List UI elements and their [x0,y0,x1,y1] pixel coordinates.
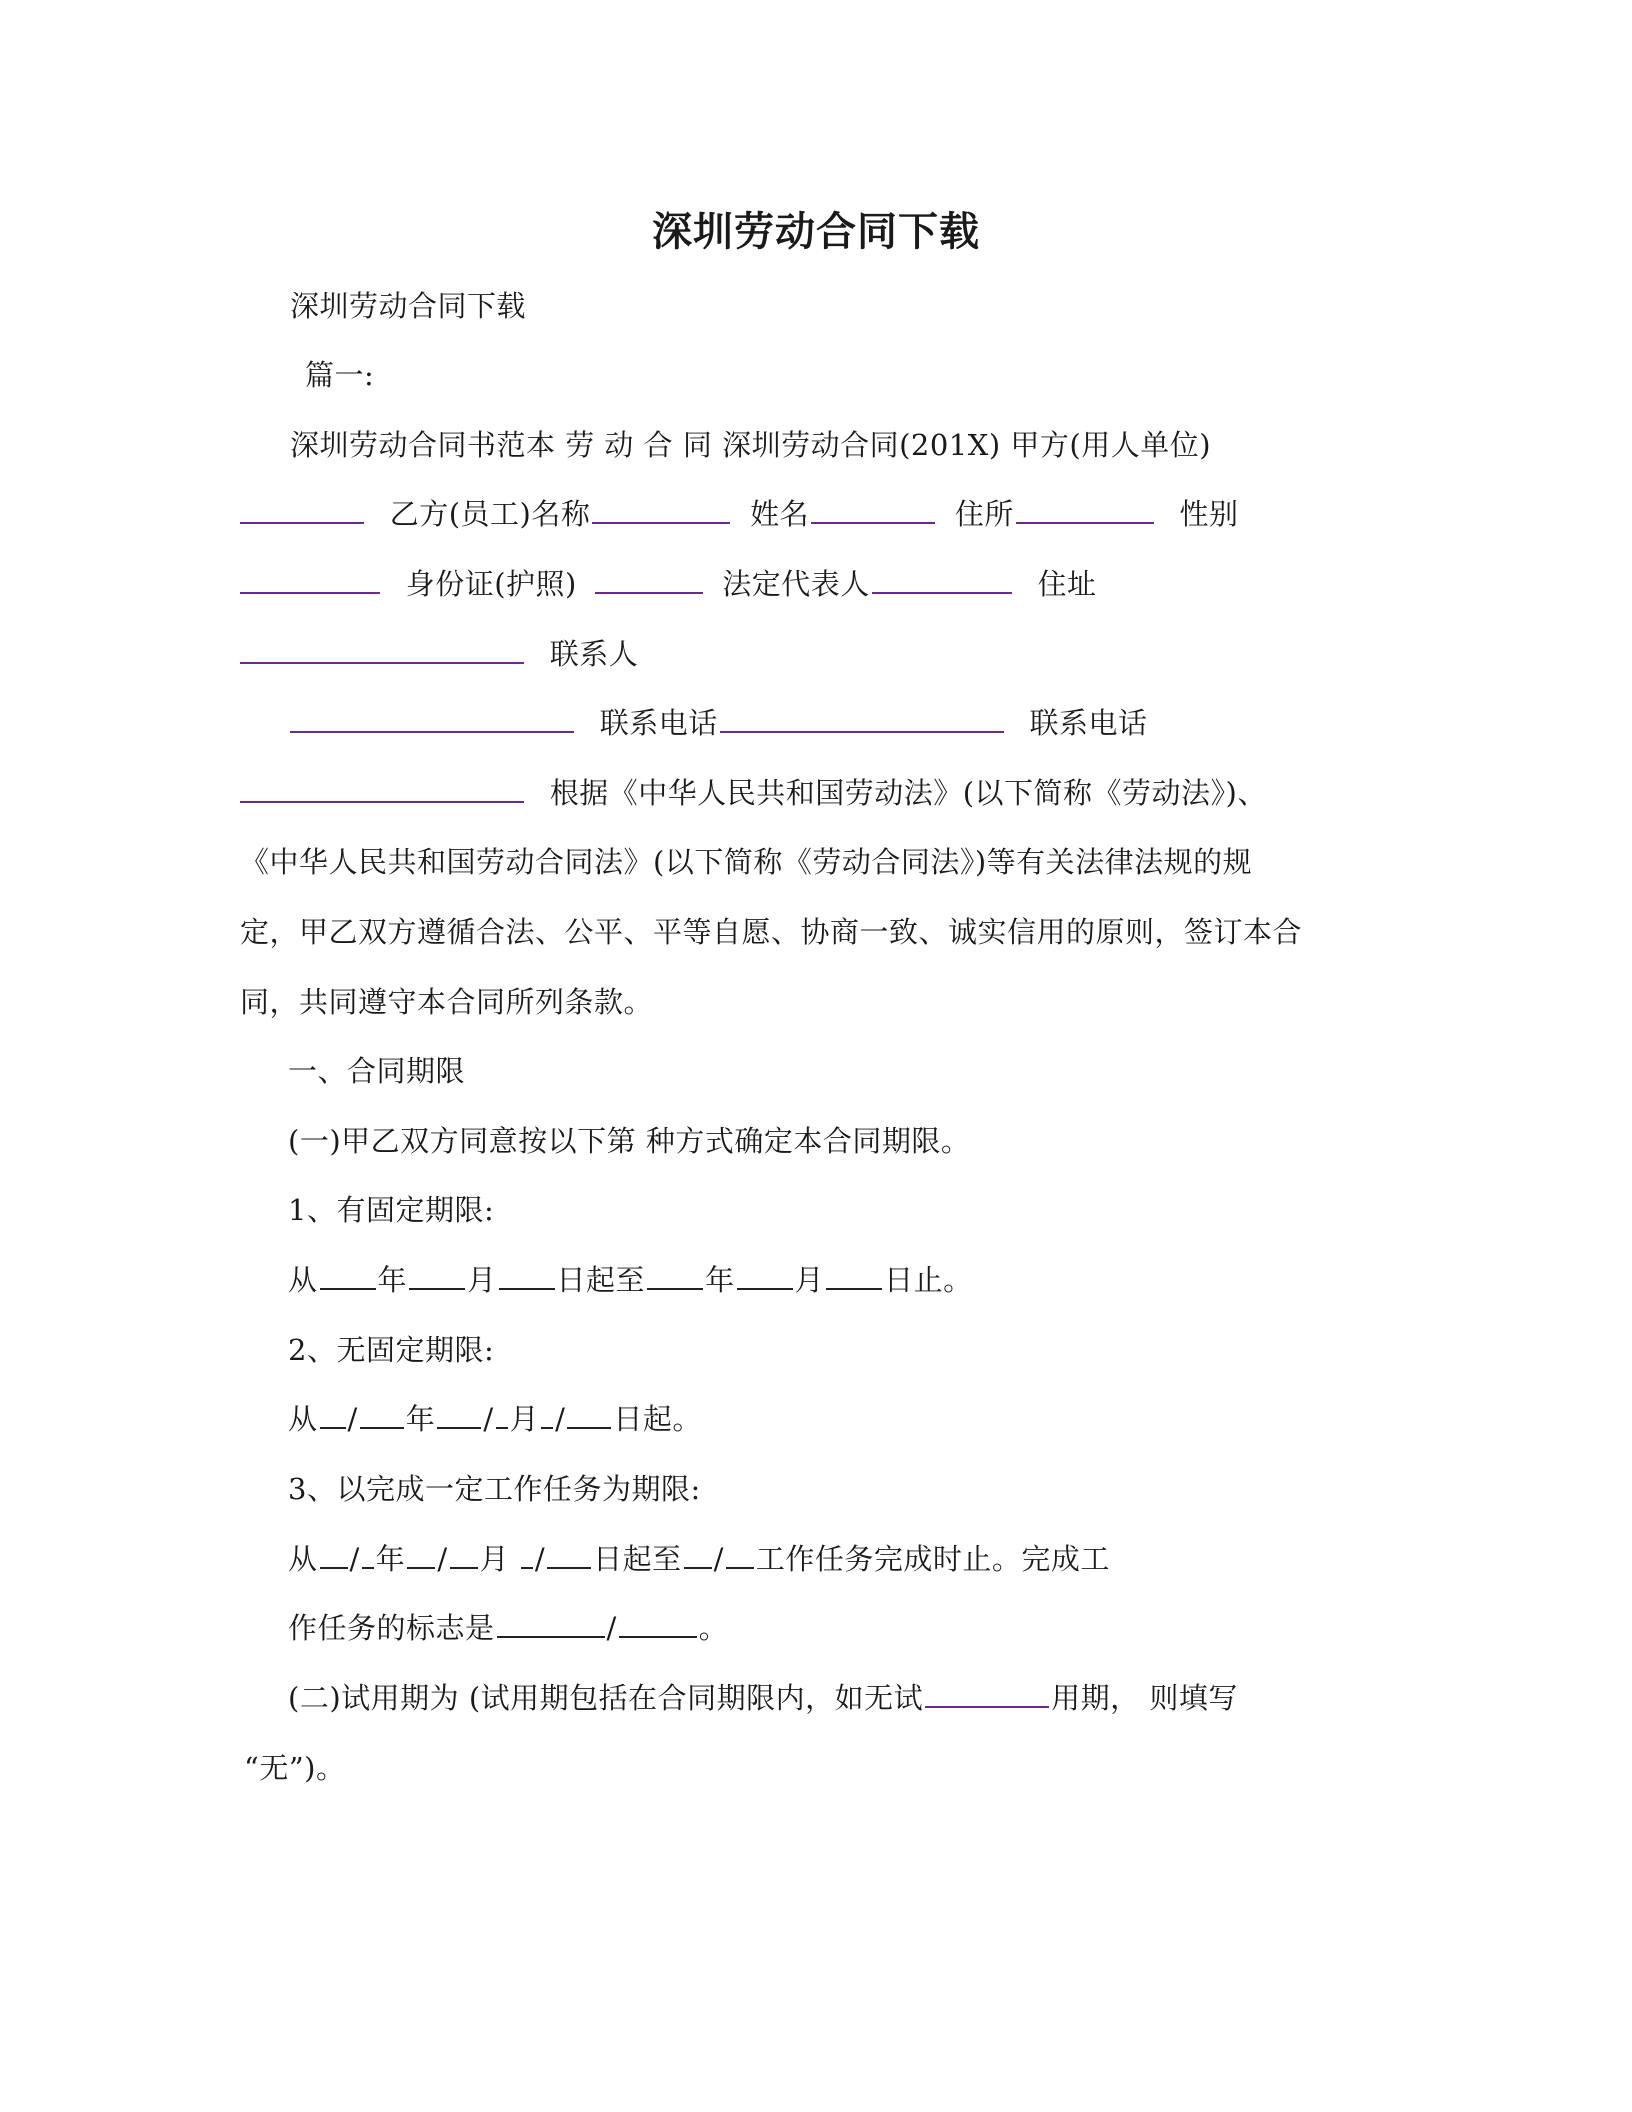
open-month-blank-b[interactable] [496,1403,508,1429]
month-label: 月 [467,1263,497,1297]
legal-rep-blank[interactable] [872,568,1012,594]
task-mark-blank-b[interactable] [619,1612,697,1638]
task-completion-mark [288,1606,728,1650]
part-label: 篇一: [305,358,375,392]
task-month-blank-a[interactable] [407,1543,435,1569]
end-year-blank[interactable] [647,1264,703,1290]
from-label: 从 [288,1542,318,1576]
gender-blank[interactable] [240,568,380,594]
slash: / [349,1542,360,1576]
start-month-blank[interactable] [409,1264,465,1290]
task-end-blank-a[interactable] [684,1543,712,1569]
slash: / [347,1402,358,1436]
task-year-blank-b[interactable] [362,1543,374,1569]
year-label: 年 [377,1263,408,1297]
start-day-blank[interactable] [499,1264,555,1290]
open-year-blank-a[interactable] [320,1403,346,1429]
fixed-term-dates [288,1258,973,1302]
trial-period-text-2: 用期， 则填写 [1051,1681,1238,1715]
task-term-heading: 3、以完成一定工作任务为期限: [288,1472,701,1506]
residence-label: 住所 [954,497,1014,531]
party-info-line-1 [238,492,1239,536]
task-day-blank-b[interactable] [547,1543,591,1569]
party-info-line-4 [288,701,1147,745]
contact-person-blank[interactable] [290,707,574,733]
task-month-blank-b[interactable] [450,1543,478,1569]
term-method-line: (一)甲乙双方同意按以下第 种方式确定本合同期限。 [288,1124,971,1158]
open-term-heading: 2、无固定期限: [288,1333,495,1367]
task-end-text: 工作任务完成时止。完成工 [755,1542,1110,1576]
residence-blank[interactable] [1016,498,1154,524]
period-mark: 。 [698,1611,729,1645]
task-year-blank-a[interactable] [320,1543,348,1569]
name-label: 姓名 [750,497,810,531]
legal-rep-label: 法定代表人 [722,567,870,601]
from-label: 从 [288,1263,318,1297]
month-label: 月 [509,1402,540,1436]
day-start-label: 日起。 [613,1402,702,1436]
employer-blank[interactable] [240,498,364,524]
phone-label-2: 联系电话 [1029,706,1148,740]
month-label: 月 [479,1542,510,1576]
gender-label: 性别 [1179,497,1239,531]
trial-period-none: “无”)。 [244,1751,346,1785]
day-to-label: 日起至 [593,1542,682,1576]
trial-period-line [288,1676,1238,1720]
slash: / [483,1402,494,1436]
open-day-blank-b[interactable] [567,1403,611,1429]
slash: / [437,1542,448,1576]
trial-period-text: (二)试用期为 (试用期包括在合同期限内，如无试 [288,1681,924,1715]
address-blank[interactable] [240,638,524,664]
end-month-blank[interactable] [737,1264,793,1290]
body-line-1: 《中华人民共和国劳动合同法》(以下简称《劳动合同法》)等有关法律法规的规 [240,845,1253,879]
slash: / [606,1611,617,1645]
task-term-dates [288,1537,1110,1581]
year-label-2: 年 [705,1263,735,1297]
open-term-dates [288,1397,702,1441]
day-end-label: 日止。 [884,1263,973,1297]
end-day-blank[interactable] [826,1264,882,1290]
slash: / [555,1402,566,1436]
section-contract-term: 一、合同期限 [288,1054,466,1088]
day-to-label: 日起至 [556,1263,646,1297]
id-blank[interactable] [595,568,703,594]
task-mark-blank-a[interactable] [497,1612,605,1638]
slash: / [713,1542,724,1576]
open-year-blank-b[interactable] [360,1403,404,1429]
address-label: 住址 [1037,567,1097,601]
body-line-3: 同，共同遵守本合同所列条款。 [240,985,654,1019]
subtitle: 深圳劳动合同下载 [290,289,527,323]
open-month-blank-a[interactable] [437,1403,481,1429]
law-reference-text: 根据《中华人民共和国劳动法》(以下简称《劳动法》)、 [549,776,1267,810]
phone-label-1: 联系电话 [599,706,718,740]
trial-period-blank[interactable] [925,1682,1049,1708]
start-year-blank[interactable] [320,1264,376,1290]
year-label: 年 [375,1542,406,1576]
task-day-blank-a[interactable] [521,1543,533,1569]
open-day-blank-a[interactable] [541,1403,553,1429]
document-title: 深圳劳动合同下载 [652,208,980,255]
employee-name-blank[interactable] [592,498,730,524]
from-label: 从 [288,1402,318,1436]
contact-person-label: 联系人 [549,637,639,671]
name-blank[interactable] [811,498,935,524]
body-line-2: 定，甲乙双方遵循合法、公平、平等自愿、协商一致、诚实信用的原则，签订本合 [240,915,1303,949]
year-label: 年 [405,1402,436,1436]
fixed-term-heading: 1、有固定期限: [288,1193,495,1227]
party-info-line-3 [238,632,638,676]
phone-blank-2[interactable] [240,777,524,803]
employee-name-label: 乙方(员工)名称 [389,497,591,531]
task-mark-label: 作任务的标志是 [288,1611,495,1645]
party-info-line-2 [238,562,1097,606]
id-label: 身份证(护照) [405,567,577,601]
month-label-2: 月 [794,1263,825,1297]
task-end-blank-b[interactable] [726,1543,754,1569]
phone-blank-1[interactable] [720,707,1004,733]
slash: / [534,1542,546,1576]
law-reference-line [238,771,1267,815]
contract-intro-line: 深圳劳动合同书范本 劳 动 合 同 深圳劳动合同(201X) 甲方(用人单位) [290,428,1212,462]
